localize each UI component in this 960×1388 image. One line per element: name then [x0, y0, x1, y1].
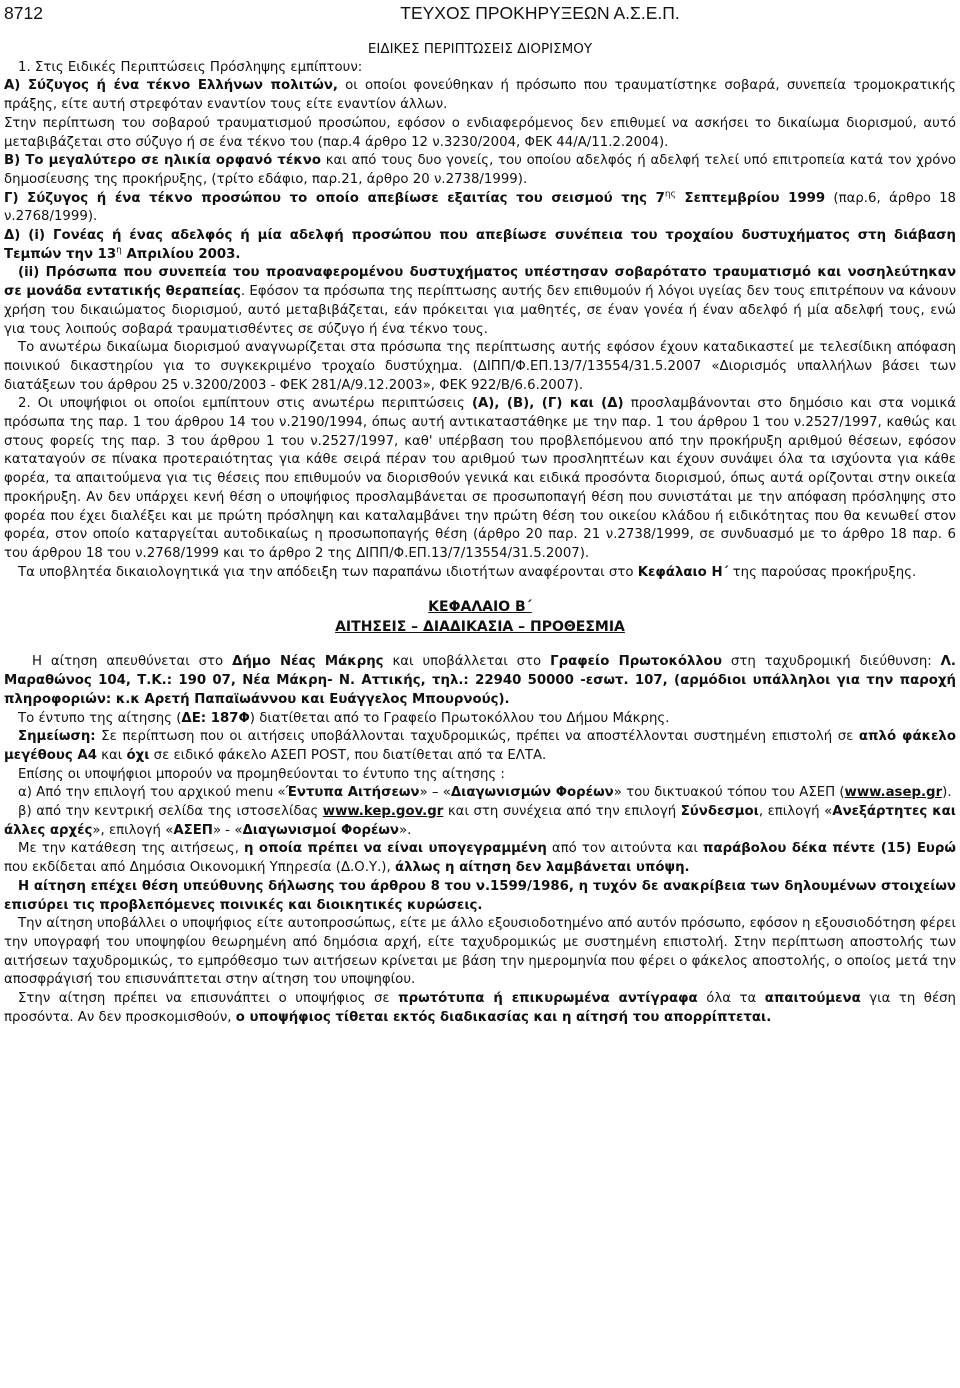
paragraph: Δ) (i) Γονέας ή ένας αδελφός ή μία αδελφή προσώπου που απεβίωσε συνέπεια του τροχαίου δυστυχήματος στη διάβαση Τεμπών την $13^\eta$ Απριλίου 2003.	[4, 228, 956, 262]
asep-link[interactable]: www.asep.gr	[844, 785, 943, 801]
paragraph: Την αίτηση υποβάλλει ο υποψήφιος είτε αυτοπροσώπως, είτε με άλλο εξουσιοδοτημένο από αυτόν πρόσωπο, εφόσον η εξουσιοδότηση φέρει την υπογραφή του υποψηφίου θεωρημένη από δημόσια αρχή, είτε ταχυδρομικώς με συστημένη επιστολή. Στην περίπτωση αποστολής των αιτήσεων ταχυδρομικώς, το εμπρόθεσμο των αιτήσεων κρίνεται με βάση την ημερομηνία που φέρει ο φάκελος αποστολής, ο οποίος μετά την αποσφράγισή του επισυνάπτεται στην αίτηση του υποψηφίου.	[4, 916, 957, 988]
paragraph: Στην περίπτωση του σοβαρού τραυματισμού προσώπου, εφόσον ο ενδιαφερόμενος δεν επιθυμεί να ασκήσει το δικαίωμα διορισμού, αυτό μεταβιβάζεται στο σύζυγο ή σε ένα τέκνο του (παρ.4 άρθρο 12 ν.3230/2004, ΦΕΚ 44/Α/11.2.2004).	[4, 115, 956, 150]
paragraph: Η αίτηση επέχει θέση υπεύθυνης δήλωσης του άρθρου 8 του ν.1599/1986, η τυχόν δε ανακρίβεια των δηλουμένων στοιχείων επισύρει τις προβλεπόμενες ποινικές και διοικητικές κυρώσεις.	[4, 878, 956, 913]
paragraph: 1. Στις Ειδικές Περιπτώσεις Πρόσληψης εμπίπτουν:	[18, 59, 363, 75]
kep-link[interactable]: www.kep.gov.gr	[322, 804, 444, 820]
page-header	[4, 4, 956, 28]
document-body	[4, 59, 956, 1028]
page-number: 8712	[4, 3, 43, 23]
paragraph: Στην αίτηση πρέπει να επισυνάπτει ο υποψήφιος σε πρωτότυπα ή επικυρωμένα αντίγραφα όλα τα απαιτούμενα για τη θέση προσόντα. Αν δεν προσκομισθούν, ο υποψήφιος τίθεται εκτός διαδικασίας και η αίτησή του απορρίπτεται.	[4, 991, 956, 1025]
chapter-title: ΚΕΦΑΛΑΙΟ Β΄	[428, 599, 532, 616]
paragraph: 2. Οι υποψήφιοι οι οποίοι εμπίπτουν στις ανωτέρω περιπτώσεις (Α), (Β), (Γ) και (Δ) προσλαμβάνονται στο δημόσιο και στα νομικά πρόσωπα της παρ. 1 του άρθρου 14 του ν.2190/1994, όπως αυτή αντικαταστάθηκε με την παρ. 1 του άρθρου 1 του ν.2527/1997, καθώς και στους φορείς της παρ. 3 του άρθρου 1 του ν.2527/1997, καθ' υπέρβαση του προβλεπόμενου από την προκήρυξη αριθμού θέσεων, εφόσον καταταγούν σε πίνακα προτεραιότητας για κάθε σειρά πέραν του αριθμού των προσληπτέων και έχουν συνάψει όλα τα ισχύοντα για κάθε φορέα, τα απαιτούμενα για τις θέσεις που επιθυμούν να διορισθούν γενικά και ειδικά προσόντα διορισμού, όπως αυτά ορίζονται στην οικεία προκήρυξη. Αν δεν υπάρχει κενή θέση ο υποψήφιος προσλαμβάνεται σε προσωποπαγή θέση που συνιστάται με την απόφαση πρόσληψης στο φορέα που έχει διαλέξει και με πρώτη πρόσληψη και καταλαμβάνει την πρώτη θέση του οικείου κλάδου ή ειδικότητας που θα κενωθεί στον φορέα, στον οποίο καταργείται αυτοδικαίως η προσωποπαγής θέση (άρθρο 20 παρ. 21 ν.2738/1999, σε συνδυασμό με το άρθρο 18 παρ. 6 του άρθρου 18 του ν.2768/1999 και το άρθρο 2 της ΔΙΠΠ/Φ.ΕΠ.13/7/13554/31.5.2007).	[4, 396, 956, 561]
journal-title: ΤΕΥΧΟΣ ΠΡΟΚΗΡΥΞΕΩΝ Α.Σ.Ε.Π.	[400, 3, 680, 23]
paragraph: α) Από την επιλογή του αρχικού menu «Έντυπα Αιτήσεων» – «Διαγωνισμών Φορέων» του δικτυακού τόπου του ΑΣΕΠ (www.asep.gr).	[18, 785, 952, 801]
paragraph: Η αίτηση απευθύνεται στο Δήμο Νέας Μάκρης και υποβάλλεται στο Γραφείο Πρωτοκόλλου στη ταχυδρομική διεύθυνση: Λ. Μαραθώνος 104, Τ.Κ.: 190 07, Νέα Μάκρη- Ν. Αττικής, τηλ.: 22940 50000 -εσωτ. 107, (αρμόδιοι υπάλληλοι για την παροχή πληροφοριών: κ.κ Αρετή Παπαϊωάννου και Ευάγγελος Μπουρνούς).	[4, 654, 956, 707]
paragraph: Επίσης οι υποψήφιοι μπορούν να προμηθεύονται το έντυπο της αίτησης :	[18, 766, 505, 782]
paragraph: Β) Το μεγαλύτερο σε ηλικία ορφανό τέκνο και από τους δυο γονείς, του οποίου αδελφός ή αδελφή τελεί υπό επιτροπεία κατά τον χρόνο δημοσίευσης της προκήρυξης, (τρίτο εδάφιο, παρ.21, άρθρο 20 ν.2738/1999).	[4, 153, 957, 187]
paragraph: Με την κατάθεση της αιτήσεως, η οποία πρέπει να είναι υπογεγραμμένη από τον αιτούντα και παράβολου δέκα πέντε (15) Ευρώ που εκδίδεται από Δημόσια Οικονομική Υπηρεσία (Δ.Ο.Υ.), άλλως η αίτηση δεν λαμβάνεται υπόψη.	[4, 841, 956, 876]
paragraph: (ii) Πρόσωπα που συνεπεία του προαναφερομένου δυστυχήματος υπέστησαν σοβαρότατο τραυματισμό και νοσηλεύτηκαν σε μονάδα εντατικής θεραπείας. Εφόσον τα πρόσωπα της περίπτωσης αυτής δεν επιθυμούν ή λόγοι υγείας δεν τους επιτρέπουν να κάνουν χρήση του δικαιώματος διορισμού, αυτό μεταβιβάζεται, εάν πρόκειται για μαθητές, σε έναν γονέα ή έναν αδελφό ή μία αδελφή τους, ενώ για τους λοιπούς σοβαρά τραυματισθέντες σε σύζυγο ή ένα τέκνο τους.	[4, 265, 956, 337]
paragraph: Τα υποβλητέα δικαιολογητικά για την απόδειξη των παραπάνω ιδιοτήτων αναφέρονται στο Κεφάλαιο Η΄ της παρούσας προκήρυξης.	[18, 564, 917, 580]
paragraph: Γ) Σύζυγος ή ένα τέκνο προσώπου το οποίο απεβίωσε εξαιτίας του σεισμού της $7^{\eta\varsigma}$ Σεπτεμβρίου 1999 (παρ.6, άρθρο 18 ν.2768/1999).	[4, 189, 957, 225]
paragraph: Το ανωτέρω δικαίωμα διορισμού αναγνωρίζεται στα πρόσωπα της περίπτωσης αυτής εφόσον έχουν καταδικαστεί με τελεσίδικη απόφαση ποινικού δικαστηρίου για το συγκεκριμένο τροχαίο δυστύχημα. (ΔΙΠΠ/Φ.ΕΠ.13/7/13554/31.5.2007 «Διορισμός υπαλλήλων βάσει των διατάξεων του άρθρου 25 ν.3200/2003 - ΦΕΚ 281/Α/9.12.2003», ΦΕΚ 922/Β/6.6.2007).	[4, 340, 956, 393]
paragraph: Το έντυπο της αίτησης (ΔΕ: 187Φ) διατίθεται από το Γραφείο Πρωτοκόλλου του Δήμου Μάκρης.	[18, 710, 670, 726]
paragraph: Α) Σύζυγος ή ένα τέκνο Ελλήνων πολιτών, οι οποίοι φονεύθηκαν ή πρόσωπο που τραυματίστηκε σοβαρά, συνεπεία τρομοκρατικής πράξης, είτε αυτή στρεφόταν εναντίον τους είτε εναντίον άλλων.	[4, 78, 956, 113]
paragraph: Σημείωση: Σε περίπτωση που οι αιτήσεις υποβάλλονται ταχυδρομικώς, πρέπει να αποστέλλονται συστημένη επιστολή σε απλό φάκελο μεγέθους Α4 και όχι σε ειδικό φάκελο ΑΣΕΠ POST, που διατίθεται από τα ΕΛΤΑ.	[4, 729, 956, 763]
chapter-subtitle: ΑΙΤΗΣΕΙΣ – ΔΙΑΔΙΚΑΣΙΑ – ΠΡΟΘΕΣΜΙΑ	[335, 618, 625, 635]
paragraph: β) από την κεντρική σελίδα της ιστοσελίδας www.kep.gov.gr και στη συνέχεια από την επιλογή Σύνδεσμοι, επιλογή «Ανεξάρτητες και άλλες αρχές», επιλογή «ΑΣΕΠ» - «Διαγωνισμοί Φορέων».	[4, 804, 956, 838]
section-heading: ΕΙΔΙΚΕΣ ΠΕΡΙΠΤΩΣΕΙΣ ΔΙΟΡΙΣΜΟΥ	[367, 41, 593, 57]
